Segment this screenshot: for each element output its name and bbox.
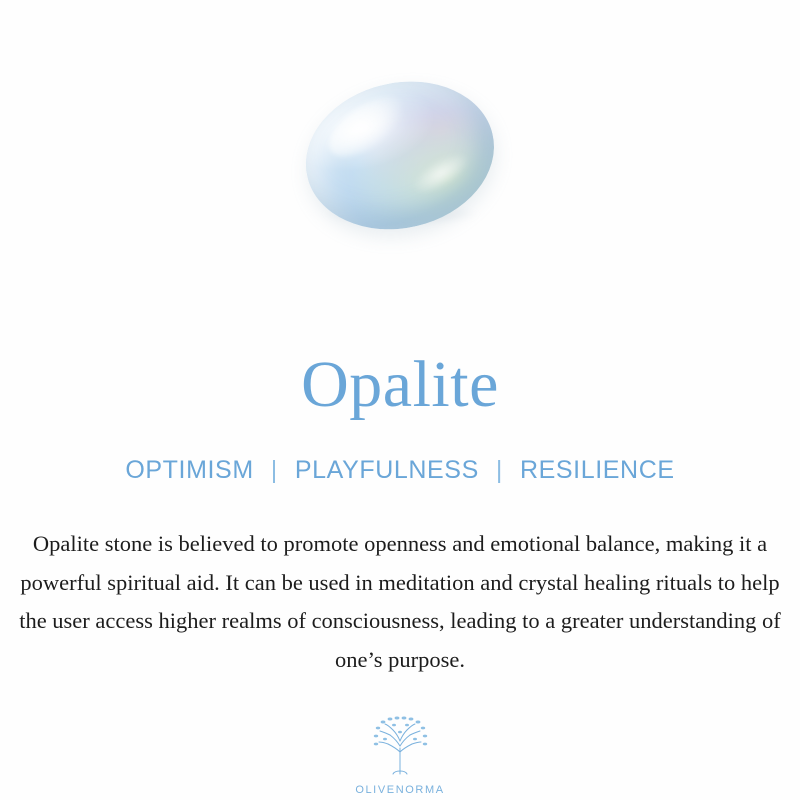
- keyword-resilience: RESILIENCE: [519, 456, 675, 484]
- stone-body: [291, 63, 509, 247]
- product-image-area: [0, 0, 800, 330]
- keyword-separator: |: [270, 456, 278, 484]
- keyword-list: [125, 456, 674, 485]
- stone-highlight-icon: [319, 84, 414, 168]
- stone-secondary-highlight-icon: [408, 146, 475, 200]
- page-title: Opalite: [301, 348, 499, 421]
- keyword-playfulness: PLAYFULNESS: [294, 456, 479, 484]
- opalite-tumbled-stone: [305, 83, 495, 228]
- keyword-separator: |: [495, 456, 503, 484]
- keyword-optimism: OPTIMISM: [125, 456, 254, 484]
- product-description: Opalite stone is believed to promote openness and emotional balance, making it a powerful spiritual aid. It can be used in meditation and crystal healing rituals to help the user access higher realms of consciousness, leading to a greater understanding of one’s purpose.: [19, 531, 781, 673]
- tree-of-life-icon: [363, 708, 437, 782]
- brand-logo: [355, 708, 444, 796]
- brand-name: OLIVENORMA: [355, 783, 445, 796]
